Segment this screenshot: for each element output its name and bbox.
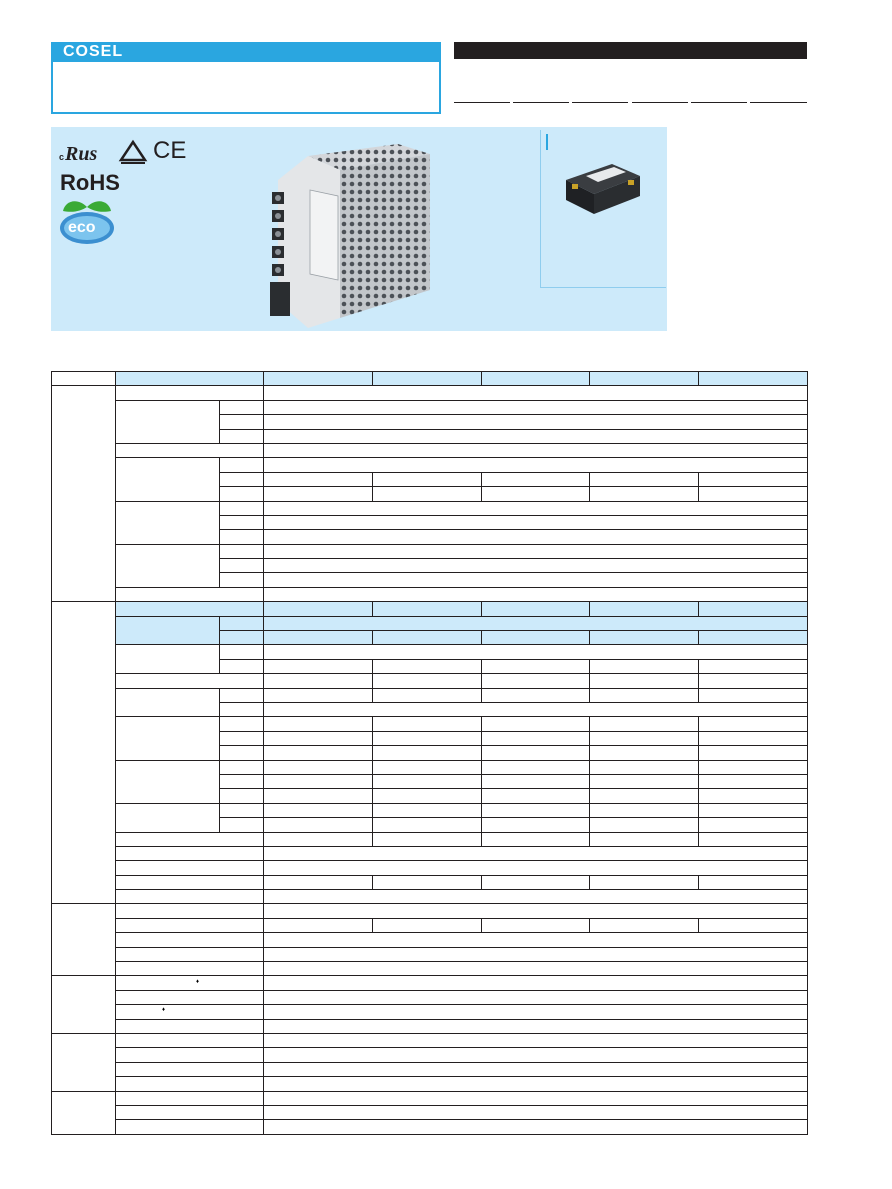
- noise-filter-image: [560, 158, 646, 218]
- table-cell: [116, 1033, 264, 1047]
- table-cell: [481, 789, 590, 803]
- table-cell: [372, 472, 481, 486]
- table-cell: [481, 731, 590, 745]
- section-label-input: [52, 386, 116, 602]
- spec-header-item: [116, 372, 264, 386]
- table-cell: [220, 760, 264, 774]
- table-row: [52, 990, 808, 1004]
- table-cell: [699, 731, 808, 745]
- table-row: [52, 400, 808, 414]
- table-row: [52, 933, 808, 947]
- section-label-other: [52, 1091, 116, 1134]
- table-cell: [116, 400, 220, 443]
- title-bar: [454, 42, 807, 59]
- table-cell: [220, 659, 264, 673]
- brand-header-box: [51, 42, 441, 114]
- power-supply-product-image: [268, 140, 438, 328]
- table-cell: [264, 573, 808, 587]
- table-cell: [220, 731, 264, 745]
- table-cell: [264, 1077, 808, 1091]
- table-cell: [220, 458, 264, 472]
- table-cell: [116, 918, 264, 932]
- table-cell: [220, 530, 264, 544]
- table-cell: [116, 976, 264, 990]
- table-cell: [590, 803, 699, 817]
- table-cell: [264, 1105, 808, 1119]
- table-cell: [264, 1005, 808, 1019]
- table-cell: [372, 875, 481, 889]
- table-cell: [220, 400, 264, 414]
- table-cell: [264, 602, 373, 616]
- table-cell: [220, 515, 264, 529]
- table-cell: [116, 890, 264, 904]
- table-cell: [590, 760, 699, 774]
- table-cell: [220, 573, 264, 587]
- table-cell: [590, 717, 699, 731]
- table-cell: [481, 717, 590, 731]
- tab-line-1: [454, 102, 510, 103]
- table-cell: [372, 631, 481, 645]
- table-cell: [590, 774, 699, 788]
- table-cell: [264, 918, 373, 932]
- table-cell: [116, 1091, 264, 1105]
- table-cell: [590, 875, 699, 889]
- table-cell: [116, 587, 264, 601]
- table-cell: [699, 472, 808, 486]
- table-cell: [590, 659, 699, 673]
- table-cell: [481, 472, 590, 486]
- table-cell: [590, 918, 699, 932]
- table-cell: [264, 803, 373, 817]
- table-cell: [481, 487, 590, 501]
- table-row: [52, 832, 808, 846]
- table-cell: [116, 875, 264, 889]
- table-cell: [590, 832, 699, 846]
- table-cell: [116, 544, 220, 587]
- table-row: [52, 645, 808, 659]
- table-cell: [264, 645, 808, 659]
- table-row: [52, 803, 808, 817]
- spec-model-2: [372, 372, 481, 386]
- table-cell: [220, 487, 264, 501]
- table-cell: [264, 717, 373, 731]
- section-label-isolation: [52, 976, 116, 1034]
- table-cell: [590, 472, 699, 486]
- table-row: [52, 976, 808, 990]
- tab-line-2: [513, 102, 569, 103]
- table-cell: [220, 631, 264, 645]
- table-cell: [116, 717, 220, 760]
- table-cell: [264, 702, 808, 716]
- table-cell: [220, 717, 264, 731]
- table-cell: [699, 674, 808, 688]
- table-cell: [264, 760, 373, 774]
- table-cell: [372, 717, 481, 731]
- table-row: [52, 1120, 808, 1134]
- table-cell: [590, 789, 699, 803]
- table-row: [52, 875, 808, 889]
- table-cell: [264, 962, 808, 976]
- table-cell: [116, 458, 220, 501]
- table-cell: [220, 774, 264, 788]
- table-cell: [264, 616, 808, 630]
- table-cell: [264, 443, 808, 457]
- table-cell: [116, 933, 264, 947]
- spec-model-4: [590, 372, 699, 386]
- inset-marker: [546, 134, 548, 150]
- table-cell: [699, 746, 808, 760]
- table-cell: [372, 731, 481, 745]
- table-cell: [264, 1048, 808, 1062]
- table-cell: [116, 846, 264, 860]
- table-cell: [220, 429, 264, 443]
- tab-line-4: [632, 102, 688, 103]
- table-cell: [264, 458, 808, 472]
- table-cell: [481, 832, 590, 846]
- table-cell: [590, 746, 699, 760]
- table-cell: [481, 760, 590, 774]
- table-cell: [220, 688, 264, 702]
- table-cell: [699, 760, 808, 774]
- table-cell: [264, 947, 808, 961]
- table-cell: [116, 1105, 264, 1119]
- table-cell: [264, 472, 373, 486]
- table-row: [52, 846, 808, 860]
- table-cell: [481, 818, 590, 832]
- table-cell: [264, 990, 808, 1004]
- table-cell: [590, 602, 699, 616]
- table-cell: [699, 818, 808, 832]
- table-cell: [220, 818, 264, 832]
- table-cell: [116, 1005, 264, 1019]
- table-cell: [590, 688, 699, 702]
- table-cell: [481, 746, 590, 760]
- table-row: [52, 1105, 808, 1119]
- table-cell: [220, 544, 264, 558]
- table-cell: [220, 645, 264, 659]
- table-cell: [116, 904, 264, 918]
- spec-model-1: [264, 372, 373, 386]
- table-row: [52, 616, 808, 630]
- table-row: [52, 1091, 808, 1105]
- table-cell: [481, 774, 590, 788]
- table-cell: [116, 760, 220, 803]
- specification-table: [51, 371, 808, 1135]
- table-row: [52, 890, 808, 904]
- table-cell: [590, 487, 699, 501]
- table-row: [52, 760, 808, 774]
- table-cell: [372, 818, 481, 832]
- table-cell: [220, 559, 264, 573]
- table-cell: [699, 659, 808, 673]
- table-cell: [264, 818, 373, 832]
- spec-header-corner: [52, 372, 116, 386]
- table-cell: [372, 487, 481, 501]
- table-cell: [699, 631, 808, 645]
- table-row: [52, 458, 808, 472]
- table-cell: [116, 616, 220, 645]
- table-cell: [699, 875, 808, 889]
- table-cell: [264, 400, 808, 414]
- table-cell: [116, 1120, 264, 1134]
- table-cell: [220, 415, 264, 429]
- table-cell: [372, 674, 481, 688]
- table-cell: [264, 429, 808, 443]
- table-cell: [264, 415, 808, 429]
- svg-text:Rus: Rus: [65, 143, 98, 165]
- table-cell: [116, 803, 220, 832]
- table-cell: [699, 487, 808, 501]
- table-cell: [264, 890, 808, 904]
- tab-line-6: [750, 102, 807, 103]
- table-row: [52, 1062, 808, 1076]
- table-cell: [264, 904, 808, 918]
- table-row: [52, 1005, 808, 1019]
- table-cell: [264, 559, 808, 573]
- table-cell: [264, 674, 373, 688]
- table-cell: [264, 976, 808, 990]
- eco-badge-label: eco: [68, 219, 96, 236]
- table-cell: [699, 717, 808, 731]
- table-cell: [264, 1033, 808, 1047]
- tuv-mark-icon: [121, 142, 145, 164]
- table-cell: [372, 602, 481, 616]
- note-marker-icon: ♦: [196, 978, 200, 985]
- table-cell: [116, 1048, 264, 1062]
- table-row: [52, 602, 808, 616]
- table-cell: [264, 1062, 808, 1076]
- rohs-badge: RoHS: [60, 170, 120, 195]
- table-cell: [220, 501, 264, 515]
- table-cell: [372, 918, 481, 932]
- table-cell: [264, 846, 808, 860]
- table-cell: [481, 918, 590, 932]
- table-row: [52, 501, 808, 515]
- table-row: [52, 688, 808, 702]
- table-cell: [220, 746, 264, 760]
- table-cell: [481, 875, 590, 889]
- table-cell: [372, 746, 481, 760]
- table-cell: [264, 544, 808, 558]
- ce-mark-icon: CE: [153, 137, 187, 164]
- section-label-environment: [52, 1033, 116, 1091]
- table-cell: [590, 674, 699, 688]
- table-cell: [116, 947, 264, 961]
- table-cell: [116, 602, 264, 616]
- spec-model-3: [481, 372, 590, 386]
- table-cell: [264, 530, 808, 544]
- table-cell: [116, 861, 264, 875]
- note-marker-icon: ♦: [162, 1007, 166, 1014]
- table-cell: [116, 832, 264, 846]
- table-cell: [116, 688, 220, 717]
- cosel-logo: COSEL: [63, 43, 124, 60]
- table-cell: [481, 688, 590, 702]
- tab-line-3: [572, 102, 628, 103]
- table-cell: [264, 487, 373, 501]
- table-cell: [372, 760, 481, 774]
- svg-text:c: c: [59, 152, 65, 162]
- table-cell: [264, 587, 808, 601]
- table-cell: [116, 443, 264, 457]
- table-cell: [264, 688, 373, 702]
- section-label-output: [52, 602, 116, 904]
- table-row: [52, 1077, 808, 1091]
- table-cell: [264, 631, 373, 645]
- table-cell: [264, 515, 808, 529]
- table-cell: [372, 659, 481, 673]
- table-cell: [264, 731, 373, 745]
- table-row: [52, 947, 808, 961]
- table-cell: [220, 789, 264, 803]
- table-cell: [264, 861, 808, 875]
- section-label-function: [52, 904, 116, 976]
- table-cell: [699, 602, 808, 616]
- table-cell: [481, 631, 590, 645]
- table-cell: [481, 659, 590, 673]
- table-cell: [116, 1019, 264, 1033]
- table-cell: [481, 803, 590, 817]
- table-cell: [264, 1120, 808, 1134]
- table-cell: [481, 674, 590, 688]
- table-row: [52, 386, 808, 400]
- table-cell: [590, 631, 699, 645]
- table-row: [52, 544, 808, 558]
- table-cell: [220, 702, 264, 716]
- table-cell: [220, 616, 264, 630]
- table-cell: [264, 875, 373, 889]
- spec-model-5: [699, 372, 808, 386]
- table-cell: [220, 803, 264, 817]
- table-cell: [116, 501, 220, 544]
- table-cell: [116, 990, 264, 1004]
- table-cell: [699, 789, 808, 803]
- table-cell: [264, 933, 808, 947]
- brand-bar: [53, 44, 439, 62]
- table-cell: [116, 645, 220, 674]
- table-cell: [372, 774, 481, 788]
- table-cell: [372, 803, 481, 817]
- table-cell: [264, 832, 373, 846]
- table-cell: [590, 731, 699, 745]
- table-row: [52, 1033, 808, 1047]
- table-cell: [699, 918, 808, 932]
- table-cell: [699, 688, 808, 702]
- table-cell: [372, 832, 481, 846]
- table-row: [52, 674, 808, 688]
- table-cell: [116, 1077, 264, 1091]
- table-cell: [372, 789, 481, 803]
- ul-mark-icon: [59, 143, 97, 165]
- table-cell: [264, 774, 373, 788]
- table-cell: [264, 659, 373, 673]
- table-cell: [264, 1091, 808, 1105]
- table-row: [52, 962, 808, 976]
- table-cell: [481, 602, 590, 616]
- spec-header-row: [52, 372, 808, 386]
- table-cell: [116, 386, 264, 400]
- table-cell: [372, 688, 481, 702]
- table-cell: [264, 1019, 808, 1033]
- table-cell: [116, 674, 264, 688]
- table-cell: [264, 789, 373, 803]
- table-row: [52, 918, 808, 932]
- table-cell: [699, 832, 808, 846]
- table-cell: [699, 803, 808, 817]
- table-cell: [590, 818, 699, 832]
- table-cell: [264, 746, 373, 760]
- table-cell: [264, 501, 808, 515]
- table-row: [52, 1019, 808, 1033]
- table-cell: [699, 774, 808, 788]
- table-row: [52, 904, 808, 918]
- table-row: [52, 1048, 808, 1062]
- tab-line-5: [691, 102, 747, 103]
- table-row: [52, 861, 808, 875]
- table-cell: [220, 472, 264, 486]
- table-row: [52, 717, 808, 731]
- table-cell: [116, 962, 264, 976]
- table-cell: [116, 1062, 264, 1076]
- table-row: [52, 587, 808, 601]
- table-row: [52, 443, 808, 457]
- table-cell: [264, 386, 808, 400]
